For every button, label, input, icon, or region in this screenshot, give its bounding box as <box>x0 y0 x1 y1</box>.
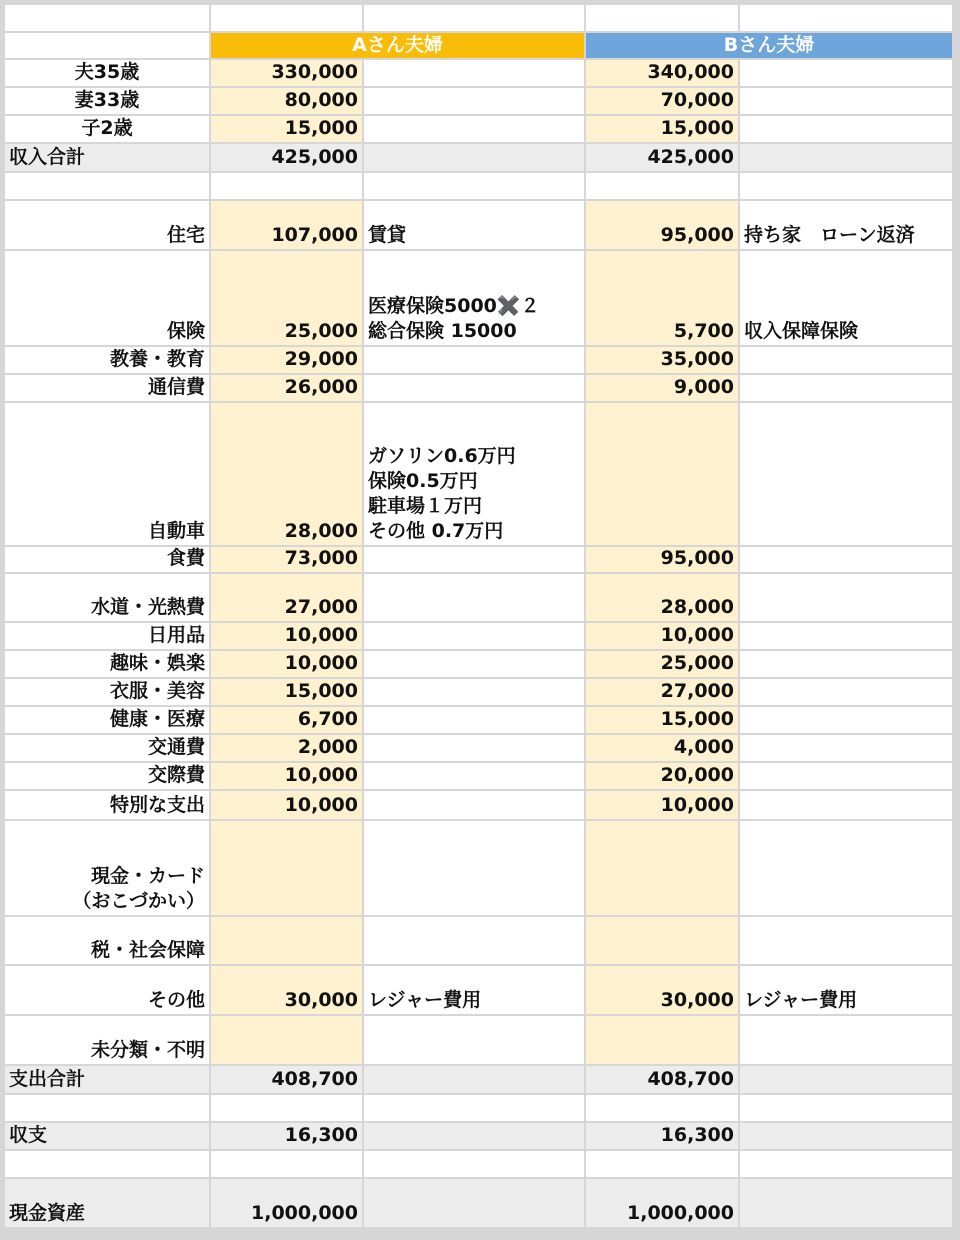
note-a-education[interactable] <box>364 347 584 373</box>
header-b-label: Bさん夫婦 <box>723 34 815 56</box>
note-b-text: 収入保障保険 <box>744 320 859 342</box>
value-b-text: 425,000 <box>647 146 734 168</box>
note-a-other[interactable] <box>364 966 584 1014</box>
value-b-text: 340,000 <box>647 61 734 83</box>
value-a-text: 27,000 <box>284 596 358 618</box>
value-a-cash-card[interactable] <box>211 821 362 915</box>
value-a-education[interactable] <box>211 347 362 373</box>
note-b-social[interactable] <box>740 763 952 789</box>
value-a-special[interactable] <box>211 791 362 819</box>
row-label-text: 特別な支出 <box>109 794 205 816</box>
value-a-income-total[interactable] <box>211 144 362 171</box>
value-b-text: 28,000 <box>660 596 734 618</box>
value-b-text: 9,000 <box>673 376 734 398</box>
value-b-text: 1,000,000 <box>627 1202 734 1224</box>
value-a-balance[interactable] <box>211 1123 362 1149</box>
value-a-hobby[interactable] <box>211 651 362 677</box>
value-b-assets[interactable] <box>586 1179 738 1227</box>
note-a-text: 賃貸 <box>368 224 407 246</box>
value-b-insurance[interactable] <box>586 251 738 345</box>
value-b-clothing[interactable] <box>586 679 738 705</box>
note-b-husband[interactable] <box>740 60 952 86</box>
row-label-blank-top[interactable] <box>5 5 209 31</box>
value-b-blank-2[interactable] <box>586 1095 738 1121</box>
value-b-text: 25,000 <box>660 652 734 674</box>
note-b-communication[interactable] <box>740 375 952 401</box>
note-a-text-line: ガソリン0.6万円 <box>368 445 516 467</box>
note-b-education[interactable] <box>740 347 952 373</box>
row-label-text: 夫35歳 <box>74 61 140 83</box>
row-label-text: 子2歳 <box>81 117 133 139</box>
note-b-expense-total[interactable] <box>740 1066 952 1093</box>
row-label-text: 交際費 <box>147 764 205 786</box>
value-a-other[interactable] <box>211 966 362 1014</box>
row-label-text: 未分類・不明 <box>90 1039 205 1061</box>
value-b-car[interactable] <box>586 403 738 545</box>
row-label-text: 日用品 <box>147 624 205 646</box>
row-label-text: 収支 <box>9 1124 48 1146</box>
row-label-health[interactable] <box>5 707 209 733</box>
note-a-text-line: 総合保険 15000 <box>368 320 517 342</box>
note-a-child[interactable] <box>364 116 584 142</box>
row-label-blank-2[interactable] <box>5 1095 209 1121</box>
value-b-transport[interactable] <box>586 735 738 761</box>
value-a-health[interactable] <box>211 707 362 733</box>
value-b-text: 70,000 <box>660 89 734 111</box>
value-a-tax[interactable] <box>211 917 362 964</box>
value-a-text: 330,000 <box>271 61 358 83</box>
note-b-assets[interactable] <box>740 1179 952 1227</box>
row-label-cash-card[interactable] <box>5 821 209 915</box>
row-label-text: 現金資産 <box>9 1202 86 1224</box>
note-a-insurance[interactable] <box>364 251 584 345</box>
note-a-transport[interactable] <box>364 735 584 761</box>
value-b-text: 4,000 <box>673 736 734 758</box>
value-b-health[interactable] <box>586 707 738 733</box>
value-a-utilities[interactable] <box>211 574 362 621</box>
value-a-transport[interactable] <box>211 735 362 761</box>
note-a-blank-1[interactable] <box>364 173 584 199</box>
row-label-balance[interactable] <box>5 1123 209 1149</box>
value-a-text: 26,000 <box>284 376 358 398</box>
value-b-wife[interactable] <box>586 88 738 114</box>
note-b-clothing[interactable] <box>740 679 952 705</box>
note-a-unknown[interactable] <box>364 1016 584 1064</box>
row-label-unknown[interactable] <box>5 1016 209 1064</box>
value-a-text: 10,000 <box>284 624 358 646</box>
row-label-text: 妻33歳 <box>74 89 140 111</box>
value-a-text: 10,000 <box>284 652 358 674</box>
note-a-husband[interactable] <box>364 60 584 86</box>
value-b-communication[interactable] <box>586 375 738 401</box>
value-a-text: 80,000 <box>284 89 358 111</box>
note-b-blank-1[interactable] <box>740 173 952 199</box>
row-label-text: 住宅 <box>166 224 205 246</box>
value-b-text: 5,700 <box>673 320 734 342</box>
value-b-housing[interactable] <box>586 201 738 249</box>
note-b-transport[interactable] <box>740 735 952 761</box>
value-b-text: 10,000 <box>660 794 734 816</box>
note-b-health[interactable] <box>740 707 952 733</box>
value-b-social[interactable] <box>586 763 738 789</box>
note-a-communication[interactable] <box>364 375 584 401</box>
note-a-special[interactable] <box>364 791 584 819</box>
row-label-text: 教養・教育 <box>109 348 205 370</box>
value-a-text: 408,700 <box>271 1068 358 1090</box>
note-a-cash-card[interactable] <box>364 821 584 915</box>
row-label-food[interactable] <box>5 547 209 572</box>
value-a-text: 16,300 <box>284 1124 358 1146</box>
note-a-blank-2[interactable] <box>364 1095 584 1121</box>
row-label-education[interactable] <box>5 347 209 373</box>
row-label-text: 通信費 <box>147 376 205 398</box>
value-a-text: 30,000 <box>284 989 358 1011</box>
value-a-blank-1[interactable] <box>211 173 362 199</box>
row-label-hobby[interactable] <box>5 651 209 677</box>
value-a-communication[interactable] <box>211 375 362 401</box>
note-a-text-line: 保険0.5万円 <box>368 470 478 492</box>
value-b-text: 95,000 <box>660 547 734 569</box>
row-label-housing[interactable] <box>5 201 209 249</box>
value-b-unknown[interactable] <box>586 1016 738 1064</box>
value-a-food[interactable] <box>211 547 362 572</box>
row-label-text: 趣味・娯楽 <box>109 652 205 674</box>
note-b-blank-top[interactable] <box>740 5 952 31</box>
value-a-insurance[interactable] <box>211 251 362 345</box>
value-a-text: 10,000 <box>284 794 358 816</box>
value-a-clothing[interactable] <box>211 679 362 705</box>
note-a-text: レジャー費用 <box>368 989 482 1011</box>
note-a-food[interactable] <box>364 547 584 572</box>
row-label-text: 支出合計 <box>9 1068 86 1090</box>
row-label-tax[interactable] <box>5 917 209 964</box>
value-b-husband[interactable] <box>586 60 738 86</box>
value-a-blank-2[interactable] <box>211 1095 362 1121</box>
row-label-communication[interactable] <box>5 375 209 401</box>
value-a-assets[interactable] <box>211 1179 362 1227</box>
note-b-blank-3[interactable] <box>740 1151 952 1177</box>
note-a-health[interactable] <box>364 707 584 733</box>
note-b-insurance[interactable] <box>740 251 952 345</box>
value-b-other[interactable] <box>586 966 738 1014</box>
value-b-text: 16,300 <box>660 1124 734 1146</box>
value-b-blank-top[interactable] <box>586 5 738 31</box>
note-b-wife[interactable] <box>740 88 952 114</box>
value-b-special[interactable] <box>586 791 738 819</box>
value-a-text: 425,000 <box>271 146 358 168</box>
value-a-social[interactable] <box>211 763 362 789</box>
value-b-hobby[interactable] <box>586 651 738 677</box>
row-label-other[interactable] <box>5 966 209 1014</box>
note-a-blank-top[interactable] <box>364 5 584 31</box>
value-b-food[interactable] <box>586 547 738 572</box>
row-label-expense-total[interactable] <box>5 1066 209 1093</box>
row-label-text-line: 現金・カード <box>90 865 205 887</box>
header-a-couple[interactable] <box>211 33 584 58</box>
header-b-couple[interactable] <box>586 33 952 58</box>
row-label-husband[interactable] <box>5 60 209 86</box>
note-a-clothing[interactable] <box>364 679 584 705</box>
row-label-text-line: （おこづかい） <box>72 890 205 912</box>
note-b-unknown[interactable] <box>740 1016 952 1064</box>
note-a-tax[interactable] <box>364 917 584 964</box>
value-b-text: 10,000 <box>660 624 734 646</box>
value-b-text: 20,000 <box>660 764 734 786</box>
value-a-text: 10,000 <box>284 764 358 786</box>
note-b-food[interactable] <box>740 547 952 572</box>
value-a-car[interactable] <box>211 403 362 545</box>
row-label-social[interactable] <box>5 763 209 789</box>
row-label-text: 食費 <box>166 547 205 569</box>
note-a-wife[interactable] <box>364 88 584 114</box>
value-b-balance[interactable] <box>586 1123 738 1149</box>
value-b-expense-total[interactable] <box>586 1066 738 1093</box>
note-a-utilities[interactable] <box>364 574 584 621</box>
value-b-daily-goods[interactable] <box>586 623 738 649</box>
row-label-text: 保険 <box>166 320 205 342</box>
value-a-text: 28,000 <box>284 520 358 542</box>
value-a-text: 2,000 <box>297 736 358 758</box>
note-b-balance[interactable] <box>740 1123 952 1149</box>
row-label-text: 税・社会保障 <box>90 939 205 961</box>
note-b-text: レジャー費用 <box>744 989 858 1011</box>
note-b-text: 持ち家 ローン返済 <box>744 224 915 246</box>
note-a-expense-total[interactable] <box>364 1066 584 1093</box>
row-label-text: 衣服・美容 <box>109 680 205 702</box>
value-b-text: 408,700 <box>647 1068 734 1090</box>
value-a-daily-goods[interactable] <box>211 623 362 649</box>
note-a-daily-goods[interactable] <box>364 623 584 649</box>
note-b-hobby[interactable] <box>740 651 952 677</box>
value-b-blank-3[interactable] <box>586 1151 738 1177</box>
row-label-income-total[interactable] <box>5 144 209 171</box>
row-label-clothing[interactable] <box>5 679 209 705</box>
header-a-label: Aさん夫婦 <box>352 34 443 56</box>
note-a-social[interactable] <box>364 763 584 789</box>
value-b-cash-card[interactable] <box>586 821 738 915</box>
note-b-other[interactable] <box>740 966 952 1014</box>
row-label-insurance[interactable] <box>5 251 209 345</box>
note-b-tax[interactable] <box>740 917 952 964</box>
value-a-text: 15,000 <box>284 680 358 702</box>
value-a-text: 107,000 <box>271 224 358 246</box>
note-a-text-line: 医療保険5000✖️２ <box>368 295 540 317</box>
value-a-unknown[interactable] <box>211 1016 362 1064</box>
value-b-text: 95,000 <box>660 224 734 246</box>
row-label-text: 収入合計 <box>9 146 86 168</box>
note-a-balance[interactable] <box>364 1123 584 1149</box>
value-b-text: 15,000 <box>660 708 734 730</box>
value-a-text: 1,000,000 <box>251 1202 358 1224</box>
row-label-car[interactable] <box>5 403 209 545</box>
value-a-blank-3[interactable] <box>211 1151 362 1177</box>
note-a-income-total[interactable] <box>364 144 584 171</box>
note-b-cash-card[interactable] <box>740 821 952 915</box>
value-a-wife[interactable] <box>211 88 362 114</box>
row-label-assets[interactable] <box>5 1179 209 1227</box>
note-b-special[interactable] <box>740 791 952 819</box>
row-label-daily-goods[interactable] <box>5 623 209 649</box>
header-label-cell[interactable] <box>5 33 209 58</box>
value-b-text: 15,000 <box>660 117 734 139</box>
note-a-car[interactable] <box>364 403 584 545</box>
value-b-income-total[interactable] <box>586 144 738 171</box>
value-a-husband[interactable] <box>211 60 362 86</box>
note-b-daily-goods[interactable] <box>740 623 952 649</box>
note-b-car[interactable] <box>740 403 952 545</box>
value-a-text: 29,000 <box>284 348 358 370</box>
note-a-text-line: その他 0.7万円 <box>368 520 504 542</box>
note-b-child[interactable] <box>740 116 952 142</box>
value-a-blank-top[interactable] <box>211 5 362 31</box>
value-b-text: 30,000 <box>660 989 734 1011</box>
note-a-hobby[interactable] <box>364 651 584 677</box>
row-label-child[interactable] <box>5 116 209 142</box>
value-b-text: 35,000 <box>660 348 734 370</box>
value-b-child[interactable] <box>586 116 738 142</box>
value-b-tax[interactable] <box>586 917 738 964</box>
value-a-housing[interactable] <box>211 201 362 249</box>
value-a-text: 15,000 <box>284 117 358 139</box>
value-b-education[interactable] <box>586 347 738 373</box>
note-a-assets[interactable] <box>364 1179 584 1227</box>
note-b-income-total[interactable] <box>740 144 952 171</box>
row-label-blank-3[interactable] <box>5 1151 209 1177</box>
value-a-expense-total[interactable] <box>211 1066 362 1093</box>
value-a-child[interactable] <box>211 116 362 142</box>
note-a-blank-3[interactable] <box>364 1151 584 1177</box>
row-label-special[interactable] <box>5 791 209 819</box>
row-label-utilities[interactable] <box>5 574 209 621</box>
note-b-utilities[interactable] <box>740 574 952 621</box>
note-b-housing[interactable] <box>740 201 952 249</box>
value-a-text: 73,000 <box>284 547 358 569</box>
row-label-text: その他 <box>147 989 205 1011</box>
row-label-transport[interactable] <box>5 735 209 761</box>
value-b-utilities[interactable] <box>586 574 738 621</box>
value-b-blank-1[interactable] <box>586 173 738 199</box>
value-a-text: 25,000 <box>284 320 358 342</box>
value-a-text: 6,700 <box>297 708 358 730</box>
row-label-wife[interactable] <box>5 88 209 114</box>
row-label-text: 交通費 <box>147 736 205 758</box>
row-label-blank-1[interactable] <box>5 173 209 199</box>
row-label-text: 自動車 <box>147 520 205 542</box>
note-a-text-line: 駐車場１万円 <box>368 495 483 517</box>
note-a-housing[interactable] <box>364 201 584 249</box>
row-label-text: 水道・光熱費 <box>90 596 205 618</box>
value-b-text: 27,000 <box>660 680 734 702</box>
note-b-blank-2[interactable] <box>740 1095 952 1121</box>
row-label-text: 健康・医療 <box>109 708 205 730</box>
